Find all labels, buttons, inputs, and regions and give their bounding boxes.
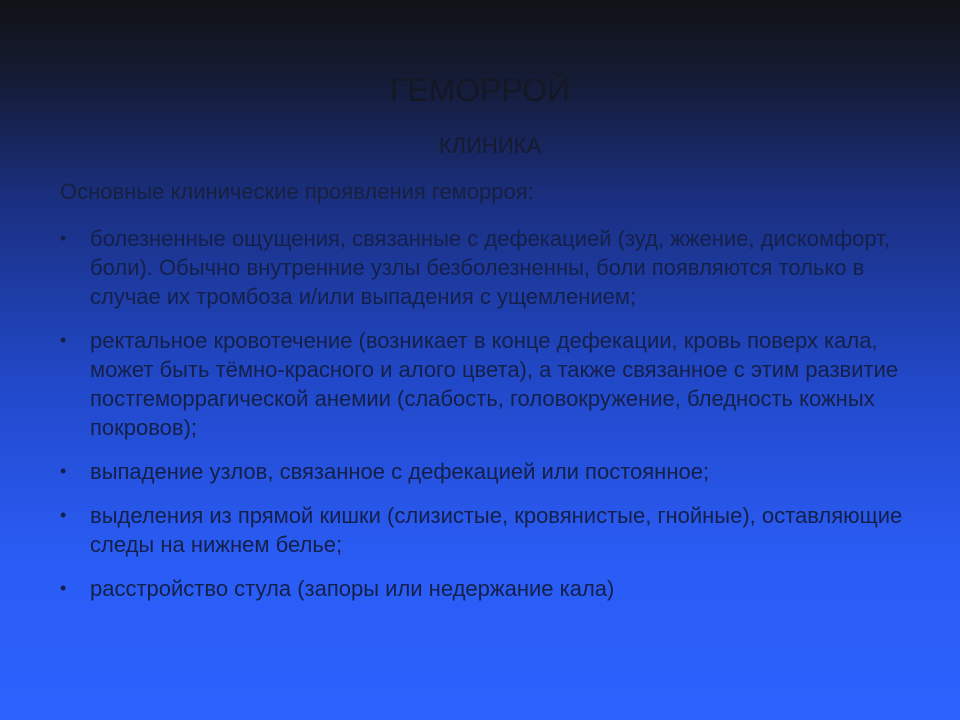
bullet-text: выпадение узлов, связанное с дефекацией или постоянное; — [90, 459, 710, 484]
bullet-icon: • — [60, 228, 67, 248]
slide-subtitle: КЛИНИКА — [438, 133, 542, 158]
bullet-item — [60, 224, 940, 311]
bullet-item — [60, 457, 940, 486]
bullet-text: болезненные ощущения, связанные с дефекацией (зуд, жжение, дискомфорт, боли). Обычно внутренние узлы безболезненны, боли появляются только в случае их тромбоза и/или выпадения с ущемлением; — [90, 226, 890, 309]
bullet-icon: • — [60, 461, 67, 481]
bullet-icon: • — [60, 505, 67, 525]
bullet-icon: • — [60, 578, 67, 598]
bullet-item — [60, 501, 940, 559]
intro-text: Основные клинические проявления геморроя: — [60, 179, 534, 204]
bullet-text: расстройство стула (запоры или недержание кала) — [90, 576, 615, 601]
bullet-item — [60, 326, 940, 442]
bullet-text: выделения из прямой кишки (слизистые, кровянистые, гнойные), оставляющие следы на нижнем белье; — [90, 503, 903, 557]
slide-title: ГЕМОРРОЙ — [389, 72, 571, 108]
bullet-list — [60, 224, 940, 618]
bullet-item — [60, 574, 940, 603]
bullet-icon: • — [60, 330, 67, 350]
bullet-text: ректальное кровотечение (возникает в конце дефекации, кровь поверх кала, может быть тёмно-красного и алого цвета), а также связанное с этим развитие постгеморрагической анемии (слабость, головокружение, бледность кожных покровов); — [90, 328, 899, 440]
